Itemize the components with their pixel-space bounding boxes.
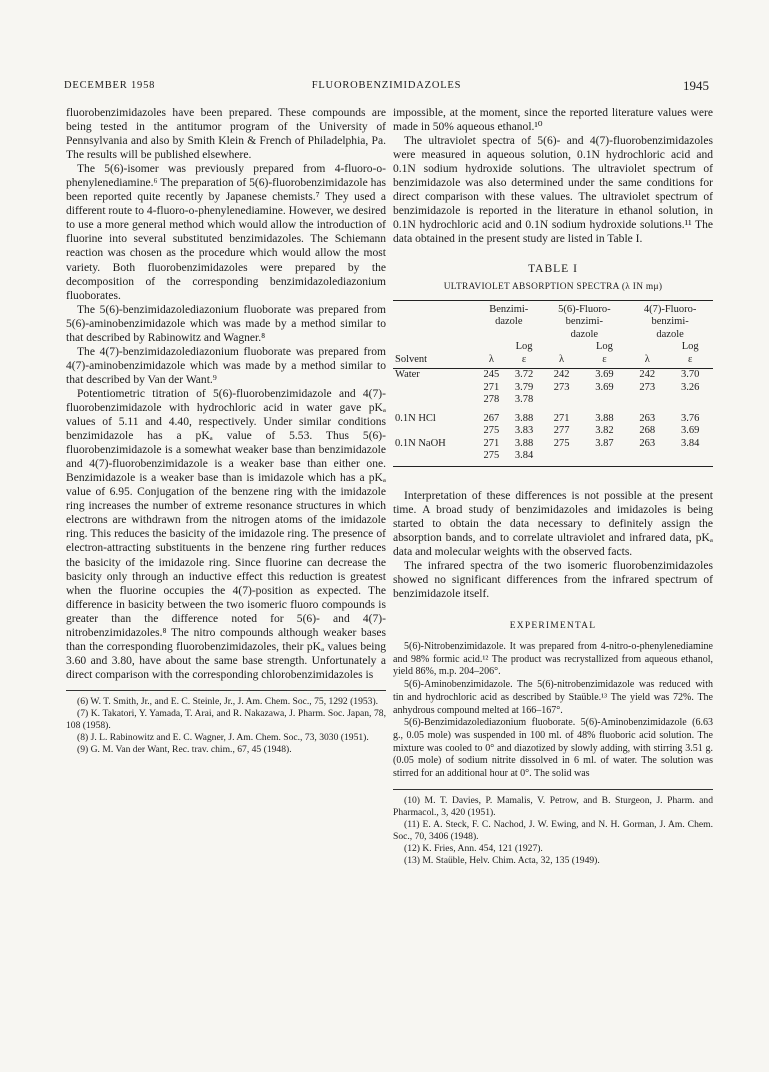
experimental-paragraph: 5(6)-Benzimidazolediazonium fluoborate. 5(6)-Aminobenzimidazole (6.63 g., 0.05 mole) was suspended in 100 ml. of 48% fluoboric acid solution. The mixture was cooled to 0° and diazotized by slowly adding, with stirring 3.51 g. (0.05 mole) of sodium nitrite dissolved in 6 ml. of water. The solution was stirred for an additional hour at 0°. The solid was <box>393 717 713 780</box>
paragraph: The 5(6)-isomer was previously prepared from 4-fluoro-o-phenylenediamine.⁶ The preparation of 5(6)-fluorobenzimidazole has been reported quite recently by Japanese chemists.⁷ They used a different route to 4-fluoro-o-phenylenediamine. However, we desired to use a more general method which would allow the introduction of fluorine into several substituted benzimidazoles. The Schiemann reaction was chosen as the procedure which would allow the most variety. Both fluorobenzimidazoles were prepared by the decomposition of the corresponding benzimidazolediazonium fluoborates. <box>66 163 386 302</box>
log-label: Log <box>595 341 613 353</box>
footnote: (8) J. L. Rabinowitz and E. C. Wagner, J. Am. Chem. Soc., 73, 3030 (1951). <box>77 732 369 744</box>
paragraph: The infrared spectra of the two isomeric fluorobenzimidazoles showed no significant differences from the infrared spectrum of benzimidazole itself. <box>393 559 713 600</box>
footnote: (6) W. T. Smith, Jr., and E. C. Steinle, Jr., J. Am. Chem. Soc., 75, 1292 (1953). <box>77 695 379 707</box>
table-row: 0.1N HCl 267 3.88 271 3.88 263 3.76 <box>395 412 700 424</box>
column-group-5-6-fluoro: 5(6)-Fluoro- benzimi- dazole <box>541 300 627 341</box>
epsilon-header: ε <box>667 354 713 369</box>
paragraph: impossible, at the moment, since the reported literature values were made in 50% aqueous ethanol.¹⁰ <box>393 107 713 134</box>
log-label: Log <box>515 341 533 353</box>
uv-spectra-table <box>393 300 713 467</box>
paragraph: Potentiometric titration of 5(6)-fluorobenzimidazole and 4(7)-fluorobenzimidazole with hydrochloric acid in water gave pKₐ values of 5.11 and 4.40, respectively. Under similar conditions benzimidazole has a pKₐ value of 5.53. Thus 5(6)-fluorobenzimidazole is a somewhat weaker base than benzimidazole and 4(7)-fluorobenzimidazole is a weaker base than either one. Benzimidazole is a weaker base than is imidazole which has a pKₐ value of 6.95. Conjugation of the benzene ring with the imidazole ring increases the number of extreme resonance structures in which electrons are withdrawn from the nitrogen atoms of the imidazole ring. This reduces the basicity of the imidazole ring. The presence of electron-attracting substituents in the benzene ring further reduces the basicity of the imidazole ring. Since fluorine can decrease the basicity only through an inductive effect this reduction is greatest when the fluorine occupies the 4(7)-position as expected. The difference in basicity between the two isomeric fluoro compounds is greater than the difference noted for 5(6)- and 4(7)-nitrobenzimidazoles.⁸ The nitro compounds although weaker bases than the corresponding fluorobenzimidazoles, their pKₐ values being 3.60 and 3.80, have about the same base strength. Unfortunately a direct comparison with the corresponding chlorobenzimidazoles is <box>66 387 386 681</box>
header-title: FLUOROBENZIMIDAZOLES <box>311 80 462 91</box>
epsilon-header: ε <box>582 354 628 369</box>
footnote: (7) K. Takatori, Y. Yamada, T. Arai, and R. Nakazawa, J. Pharm. Soc. Japan, 78, 108 (1958). <box>66 708 386 732</box>
table-row: 271 3.79 273 3.69 273 3.26 <box>483 381 700 393</box>
right-column <box>393 106 713 867</box>
paragraph: Interpretation of these differences is not possible at the present time. A broad study of benzimidazoles and imidazoles is being started to obtain the data necessary to definitely assign the absorption bands, and to correlate ultraviolet and infrared data, pKₐ data and molecular weights with the observed facts. <box>393 489 713 558</box>
column-group-benzimidazole: Benzimi- dazole <box>476 300 541 341</box>
epsilon-header: ε <box>507 354 542 369</box>
table-row: Water 245 3.72 242 3.69 242 3.70 <box>395 369 700 381</box>
page-number: 1945 <box>683 78 709 93</box>
solvent-header: Solvent <box>393 354 476 369</box>
paragraph: The 5(6)-benzimidazolediazonium fluoborate was prepared from 5(6)-aminobenzimidazole which was made by a method similar to that described by Rabinowitz and Wagner.⁸ <box>66 303 386 344</box>
table-title: TABLE I <box>528 263 578 276</box>
paragraph: The ultraviolet spectra of 5(6)- and 4(7)-fluorobenzimidazoles were measured in aqueous solution, 0.1N hydrochloric acid and 0.1N sodium hydroxide solutions. The ultraviolet spectrum of benzimidazole was also determined under the same conditions for direct comparison with these values. The ultraviolet spectrum of benzimidazole is reported in the literature in ethanol solution, in 0.1N hydrochloric acid and 0.1N sodium hydroxide solutions.¹¹ The data obtained in the present study are listed in Table I. <box>393 135 713 246</box>
table-row: 278 3.78 <box>483 394 534 406</box>
table-caption: ULTRAVIOLET ABSORPTION SPECTRA (λ IN mμ) <box>443 281 663 292</box>
table-row: 0.1N NaOH 271 3.88 275 3.87 263 3.84 <box>395 437 700 449</box>
experimental-paragraph: 5(6)-Nitrobenzimidazole. It was prepared from 4-nitro-o-phenylenediamine and 98% formic acid.¹² The product was recrystallized from aqueous ethanol, yield 86%, m.p. 204–206°. <box>393 640 713 678</box>
header-date: DECEMBER 1958 <box>64 80 156 91</box>
lambda-header: λ <box>627 354 667 369</box>
table-row: 275 3.83 277 3.82 268 3.69 <box>483 425 700 437</box>
lambda-header: λ <box>541 354 581 369</box>
footnote: (12) K. Fries, Ann. 454, 121 (1927). <box>404 843 543 855</box>
log-label: Log <box>681 341 699 353</box>
footnote: (13) M. Staüble, Helv. Chim. Acta, 32, 135 (1949). <box>404 855 600 867</box>
footnote: (10) M. T. Davies, P. Mamalis, V. Petrow, and B. Sturgeon, J. Pharm. and Pharmacol., 3, 420 (1951). <box>393 794 713 818</box>
paragraph: The 4(7)-benzimidazolediazonium fluoborate was prepared from 4(7)-aminobenzimidazole which was made by a method similar to that described by Van der Want.⁹ <box>66 345 386 386</box>
column-group-4-7-fluoro: 4(7)-Fluoro- benzimi- dazole <box>627 300 713 341</box>
footnote: (11) E. A. Steck, F. C. Nachod, J. W. Ewing, and N. H. Gorman, J. Am. Chem. Soc., 70, 3406 (1948). <box>393 818 713 842</box>
footnote-rule <box>393 789 713 790</box>
footnote: (9) G. M. Van der Want, Rec. trav. chim., 67, 45 (1948). <box>77 744 292 756</box>
paragraph: fluorobenzimidazoles have been prepared. These compounds are being tested in the antitumor program of the University of Pennsylvania and also by Smith Klein & French of Philadelphia, Pa. The results will be published elsewhere. <box>66 107 386 162</box>
lambda-header: λ <box>476 354 507 369</box>
running-header <box>64 80 709 96</box>
footnote-rule <box>66 690 386 691</box>
experimental-heading: EXPERIMENTAL <box>509 620 597 631</box>
left-column <box>66 106 386 756</box>
table-row: 275 3.84 <box>393 450 713 466</box>
experimental-paragraph: 5(6)-Aminobenzimidazole. The 5(6)-nitrobenzimidazole was reduced with tin and hydrochloric acid as described by Staüble.¹³ The yield was 72%. The anhydrous compound melted at 166–167°. <box>393 679 713 716</box>
